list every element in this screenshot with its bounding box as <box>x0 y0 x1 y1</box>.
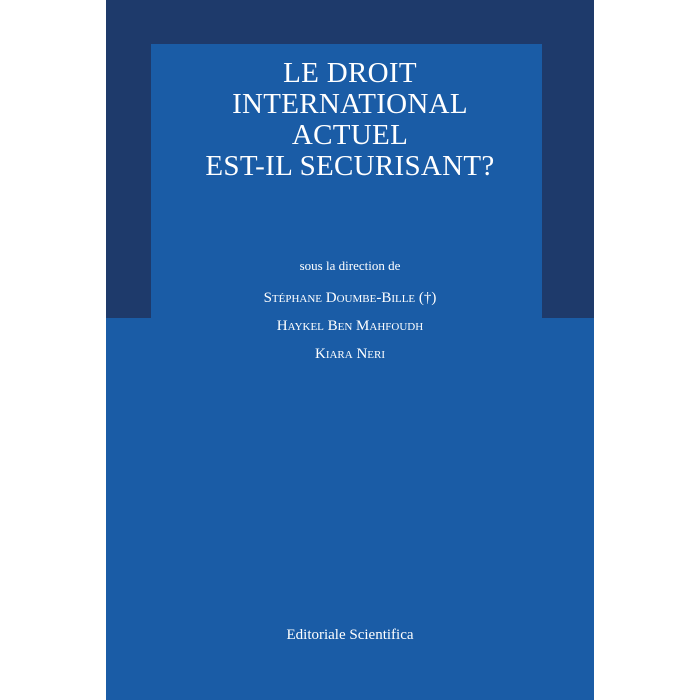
editor-name: Haykel Ben Mahfoudh <box>276 318 424 334</box>
title-line: LE DROIT <box>283 57 417 89</box>
editorship-label: sous la direction de <box>299 258 401 273</box>
title-line: ACTUEL <box>291 119 409 151</box>
title-line: EST-IL SECURISANT? <box>205 150 495 182</box>
editor-list <box>106 284 594 368</box>
publisher-name: Editoriale Scientifica <box>286 627 414 643</box>
editor-name: Stéphane Doumbe-Bille (†) <box>263 290 437 306</box>
title-line: INTERNATIONAL <box>232 88 468 120</box>
book-title <box>106 58 594 182</box>
editor-name: Kiara Neri <box>314 346 386 362</box>
